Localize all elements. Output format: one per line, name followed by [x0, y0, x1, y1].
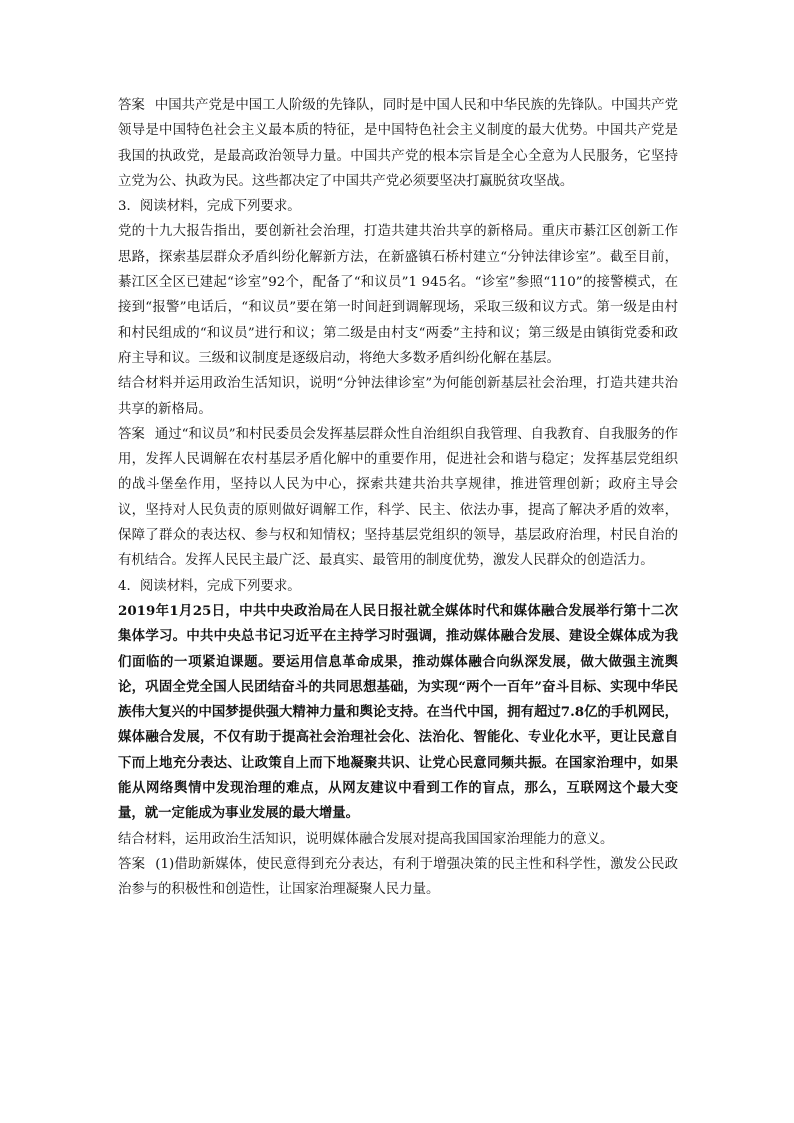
answer-paragraph-q3 — [118, 422, 678, 574]
answer-text-q3: 通过“和议员”和村民委员会发挥基层群众性自治组织自我管理、自我教育、自我服务的作用，发挥人民调解在农村基层矛盾化解中的重要作用，促进社会和谐与稳定；发挥基层党组织的战斗堡垒作用，坚持以人民为中心，探索共建共治共享规律，推进管理创新；政府主导会议，坚持对人民负责的原则做好调解工作，科学、民主、依法办事，提高了解决矛盾的效率，保障了群众的表达权、参与权和知情权；坚持基层党组织的领导，基层政府治理，村民自治的有机结合。发挥人民民主最广泛、最真实、最管用的制度优势，激发人民群众的创造活力。 — [118, 426, 678, 569]
document-content — [118, 93, 678, 903]
question-4-prompt: 结合材料，运用政治生活知识，说明媒体融合发展对提高我国国家治理能力的意义。 — [118, 831, 614, 847]
answer-paragraph-q4 — [118, 852, 678, 903]
answer-label: 答案 — [118, 856, 146, 872]
question-4-material: 2019年1月25日，中共中央政治局在人民日报社就全媒体时代和媒体融合发展举行第十二次集体学习。中共中央总书记习近平在主持学习时强调，推动媒体融合发展、建设全媒体成为我们面临的一项紧迫课题。要运用信息革命成果，推动媒体融合向纵深发展，做大做强主流舆论，巩固全党全国人民团结奋斗的共同思想基础，为实现“两个一百年”奋斗目标、实现中华民族伟大复兴的中国梦提供强大精神力量和舆论支持。在当代中国，拥有超过7.8亿的手机网民，媒体融合发展，不仅有助于提高社会治理社会化、法治化、智能化、专业化水平，更让民意自下而上地充分表达、让政策自上而下地凝聚共识、让党心民意同频共振。在国家治理中，如果能从网络舆情中发现治理的难点，从网友建议中看到工作的盲点，那么，互联网这个最大变量，就一定能成为事业发展的最大增量。 — [118, 602, 678, 822]
question-3-heading: 3．阅读材料，完成下列要求。 — [118, 199, 301, 215]
answer-text-q4: (1)借助新媒体，使民意得到充分表达，有利于增强决策的民主性和科学性，激发公民政治参与的积极性和创造性，让国家治理凝聚人民力量。 — [118, 856, 678, 898]
question-4-heading: 4．阅读材料，完成下列要求。 — [118, 578, 301, 594]
answer-text-q2: 中国共产党是中国工人阶级的先锋队，同时是中国人民和中华民族的先锋队。中国共产党领导是中国特色社会主义最本质的特征，是中国特色社会主义制度的最大优势。中国共产党是我国的执政党，是最高政治领导力量。中国共产党的根本宗旨是全心全意为人民服务，它坚持立党为公、执政为民。这些都决定了中国共产党必须要坚决打赢脱贫攻坚战。 — [118, 98, 679, 189]
question-3-prompt: 结合材料并运用政治生活知识，说明“分钟法律诊室”为何能创新基层社会治理，打造共建共治共享的新格局。 — [118, 376, 678, 417]
answer-paragraph-q2 — [118, 93, 678, 194]
question-3-material: 党的十九大报告指出，要创新社会治理，打造共建共治共享的新格局。重庆市綦江区创新工作思路，探索基层群众矛盾纠纷化解新方法，在新盛镇石桥村建立“分钟法律诊室”。截至目前，綦江区全区已建起“诊室”92个，配备了“和议员”1 945名。“诊室”参照“110”的接警模式，在接到“报警”电话后，“和议员”要在第一时间赶到调解现场，采取三级和议方式。第一级是由村和村民组成的“和议员”进行和议；第二级是由村支“两委”主持和议；第三级是由镇街党委和政府主导和议。三级和议制度是逐级启动，将绝大多数矛盾纠纷化解在基层。 — [118, 224, 678, 366]
answer-label: 答案 — [118, 426, 145, 442]
answer-label: 答案 — [118, 98, 145, 113]
